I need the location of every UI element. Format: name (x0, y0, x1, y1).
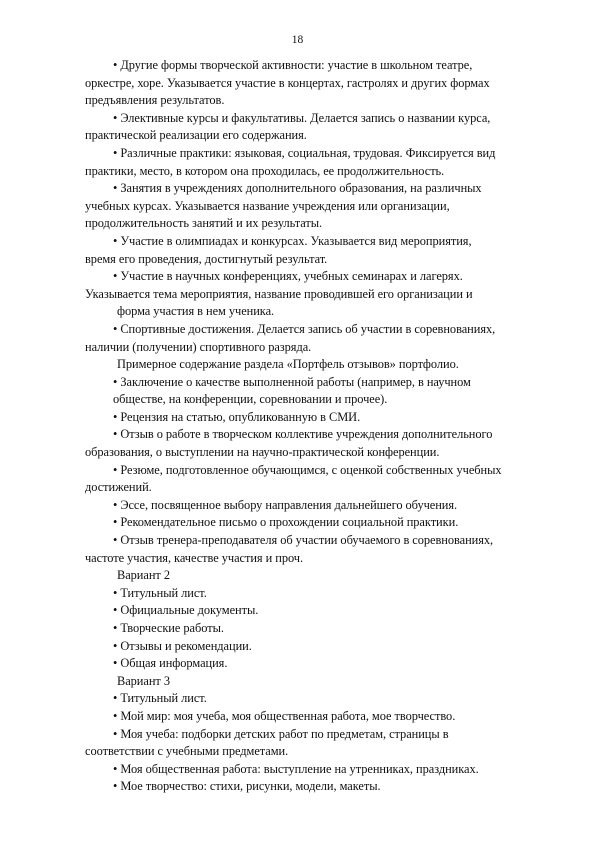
text-line: • Творческие работы. (113, 621, 224, 635)
text-line: наличии (получении) спортивного разряда. (85, 339, 312, 354)
text-line: продолжительность занятий и их результаты. (85, 216, 323, 231)
text-line: • Моя общественная работа: выступление на утренниках, праздниках. (113, 761, 479, 776)
text-line: практической реализации его содержания. (85, 128, 307, 143)
text-line: время его проведения, достигнутый результат. (85, 251, 328, 266)
text-line: • Элективные курсы и факультативы. Делается запись о названии курса, (113, 110, 491, 125)
text-line: • Официальные документы. (113, 603, 259, 618)
text-line: обществе, на конференции, соревновании и прочее). (113, 392, 388, 407)
text-line: оркестре, хоре. Указывается участие в концертах, гастролях и других формах (85, 75, 490, 90)
text-line: • Отзыв о работе в творческом коллективе учреждения дополнительного (113, 427, 493, 442)
text-line: соответствии с учебными предметами. (85, 744, 289, 759)
text-line: • Другие формы творческой активности: участие в школьном театре, (113, 58, 473, 72)
text-line: • Различные практики: языковая, социальная, трудовая. Фиксируется вид (113, 145, 496, 160)
text-line: • Общая информация. (113, 656, 228, 671)
text-line: • Отзывы и рекомендации. (113, 638, 252, 653)
text-line: • Резюме, подготовленное обучающимся, с оценкой собственных учебных (113, 462, 502, 477)
text-line: • Рецензия на статью, опубликованную в СМИ. (113, 409, 361, 424)
text-line: • Моя учеба: подборки детских работ по предметам, страницы в (113, 726, 449, 741)
text-line: образования, о выступлении на научно-практической конференции. (85, 445, 440, 460)
text-line: Примерное содержание раздела «Портфель отзывов» портфолио. (117, 357, 459, 372)
text-line: • Участие в научных конференциях, учебных семинарах и лагерях. (113, 269, 463, 284)
text-line: форма участия в нем ученика. (117, 304, 275, 319)
text-line: • Участие в олимпиадах и конкурсах. Указывается вид мероприятия, (113, 233, 472, 248)
text-line: • Занятия в учреждениях дополнительного образования, на различных (113, 181, 482, 196)
text-line: предъявления результатов. (85, 93, 225, 108)
text-line: • Мое творчество: стихи, рисунки, модели, макеты. (113, 779, 381, 794)
text-line: • Мой мир: моя учеба, моя общественная работа, мое творчество. (113, 708, 456, 723)
text-line: • Эссе, посвященное выбору направления дальнейшего обучения. (113, 497, 458, 512)
document-body (85, 57, 550, 796)
text-line: практики, место, в котором она проходилась, ее продолжительность. (85, 163, 445, 178)
text-line: • Рекомендательное письмо о прохождении социальной практики. (113, 515, 459, 530)
text-line: • Титульный лист. (113, 585, 207, 600)
text-line: достижений. (85, 480, 152, 495)
text-line: Указывается тема мероприятия, название проводившей его организации и (85, 286, 473, 301)
text-line: частоте участия, качестве участия и проч. (85, 550, 304, 565)
text-line: • Спортивные достижения. Делается запись об участии в соревнованиях, (113, 321, 496, 336)
text-line: • Титульный лист. (113, 691, 207, 706)
page-number: 18 (291, 34, 304, 46)
text-line: Вариант 3 (117, 673, 170, 688)
text-line: • Заключение о качестве выполненной работы (например, в научном (113, 374, 471, 389)
text-line: учебных курсах. Указывается название учреждения или организации, (85, 198, 450, 213)
text-line: Вариант 2 (117, 568, 170, 583)
text-line: • Отзыв тренера-преподавателя об участии обучаемого в соревнованиях, (113, 533, 494, 548)
